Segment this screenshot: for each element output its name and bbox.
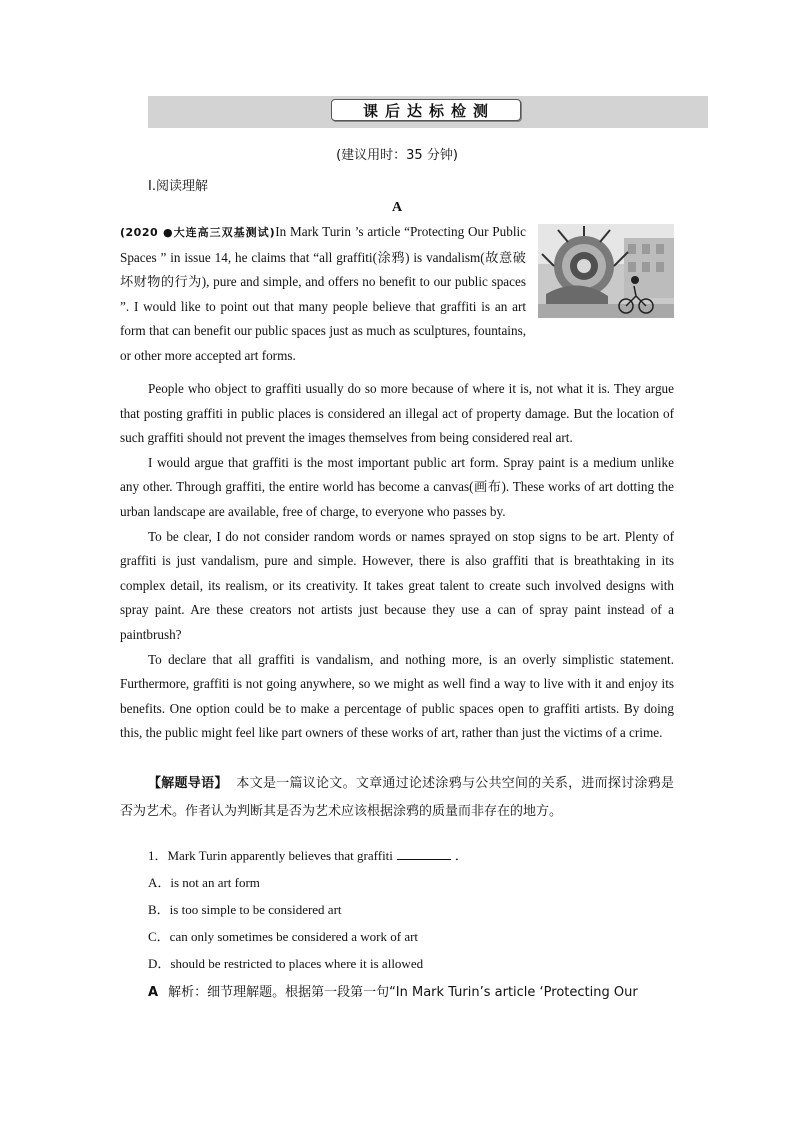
question-stem-end: ． bbox=[454, 848, 468, 863]
guide-text: 本文是一篇议论文。文章通过论述涂鸦与公共空间的关系，进而探讨涂鸦是否为艺术。作者认为判断其是否为艺术应该根据涂鸦的质量而非存在的地方。 bbox=[120, 776, 674, 819]
option-c: C．can only sometimes be considered a work of art bbox=[148, 929, 419, 944]
source-tag: (2020 ●大连高三双基测试) bbox=[120, 226, 276, 239]
option-b: B．is too simple to be considered art bbox=[148, 902, 342, 917]
paragraph-text: In Mark Turin ’s article “Protecting Our Public Spaces ” in issue 14, he claims that “all graffiti(涂鸦) is vandalism(故意破坏财物的行为), pure and simple, and offers no benefit to our public spaces ”. I would like to point out that many people believe that graffiti is an art form that can benefit our public spaces just as much as sculptures, fountains, or other more accepted art forms. bbox=[120, 224, 526, 363]
passage-paragraph-3: I would argue that graffiti is the most important public art form. Spray paint is a medium unlike any other. Through graffiti, the entire world has become a canvas(画布). These works of art dotting the urban landscape are available, free of charge, to everyone who passes by. bbox=[120, 454, 674, 519]
option-a: A．is not an art form bbox=[148, 875, 260, 890]
answer-blank bbox=[397, 847, 451, 860]
page-title: 课后达标检测 bbox=[331, 99, 521, 121]
passage-letter: A bbox=[391, 200, 403, 215]
reading-guide bbox=[120, 770, 674, 826]
question-stem bbox=[148, 845, 468, 864]
section-label: Ⅰ.阅读理解 bbox=[148, 179, 208, 194]
passage-body bbox=[120, 377, 674, 746]
question-stem-text: 1．Mark Turin apparently believes that graffiti bbox=[148, 848, 393, 863]
passage-paragraph-5: To declare that all graffiti is vandalism, and nothing more, is an overly simplistic statement. Furthermore, graffiti is not going anywhere, so we might as well find a way to live with it and enjoy its benefits. One option could be to make a percentage of public spaces open to graffiti artists. By doing this, the public might feel like part owners of these works of art, rather than just the victims of a crime. bbox=[120, 651, 674, 741]
option-d: D．should be restricted to places where it is allowed bbox=[148, 956, 424, 971]
passage-paragraph-1 bbox=[120, 220, 674, 369]
answer-explanation bbox=[148, 981, 674, 1000]
time-hint: (建议用时：35 分钟) bbox=[336, 148, 458, 163]
passage-paragraph-2: People who object to graffiti usually do so more because of where it is, not what it is. They argue that posting graffiti in public places is considered an illegal act of property damage. But the location of such graffiti should not prevent the images themselves from being considered real art. bbox=[120, 381, 674, 446]
answer-letter: A bbox=[148, 985, 159, 1000]
passage-paragraph-4: To be clear, I do not consider random words or names sprayed on stop signs to be art. Plenty of graffiti is just vandalism, pure and simple. However, there is also graffiti that is breathtaking in its complex detail, its realism, or its creativity. It takes great talent to create such involved designs with spray paint. Are these creators not artists just because they use a can of spray paint instead of a paintbrush? bbox=[120, 528, 674, 642]
title-band bbox=[148, 96, 708, 128]
answer-text: 解析：细节理解题。根据第一段第一句“In Mark Turin’s article ‘Protecting Our bbox=[168, 985, 638, 1000]
guide-label: 【解题导语】 bbox=[148, 776, 228, 791]
graffiti-photo-icon bbox=[538, 224, 674, 318]
